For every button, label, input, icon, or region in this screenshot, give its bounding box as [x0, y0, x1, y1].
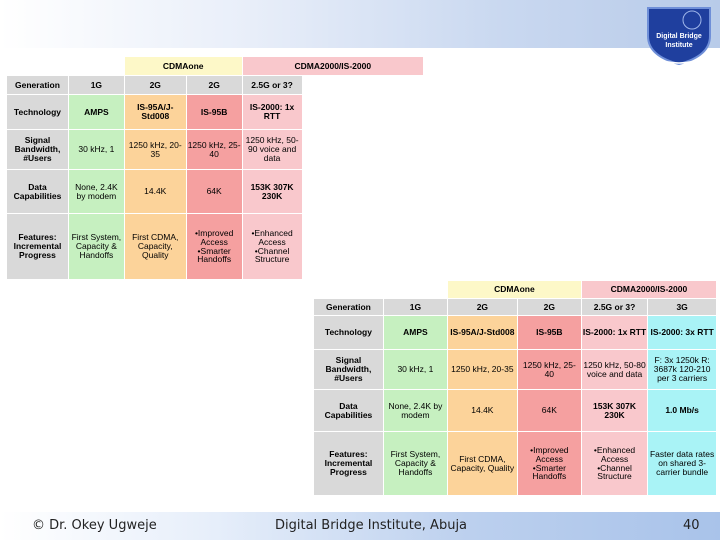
table-cell: First System, Capacity & Handoffs — [383, 432, 447, 496]
table-cell: 1250 kHz, 50-90 voice and data — [242, 130, 302, 170]
table-cell: •Improved Access •Smarter Handoffs — [517, 432, 581, 496]
column-header: 2.5G or 3? — [242, 76, 302, 95]
table-cell: IS-2000: 1x RTT — [242, 95, 302, 130]
column-header: 2.5G or 3? — [581, 299, 647, 316]
table-cell: 153K 307K 230K — [242, 170, 302, 214]
table-cell: IS-95A/J-Std008 — [447, 316, 517, 350]
table-cell: 153K 307K 230K — [581, 390, 647, 432]
table-cell: •Enhanced Access •Channel Structure — [581, 432, 647, 496]
table-cell: First System, Capacity & Handoffs — [68, 214, 124, 280]
row-label: Features: Incremental Progress — [7, 214, 69, 280]
table-cell: 1250 kHz, 50-80 voice and data — [581, 350, 647, 390]
generations-table-partial — [6, 56, 424, 280]
table-cell: IS-95A/J-Std008 — [124, 95, 186, 130]
institute-logo — [640, 2, 718, 66]
table-cell: 1250 kHz, 25-40 — [517, 350, 581, 390]
table-cell: 30 kHz, 1 — [68, 130, 124, 170]
table-cell: None, 2.4K by modem — [68, 170, 124, 214]
table-cell: F: 3x 1250k R: 3687k 120-210 per 3 carriers — [648, 350, 717, 390]
table-cell: 1250 kHz, 20-35 — [124, 130, 186, 170]
column-header: 1G — [68, 76, 124, 95]
table-cell: •Enhanced Access •Channel Structure — [242, 214, 302, 280]
table-cell: IS-2000: 3x RTT — [648, 316, 717, 350]
table-cell: 1.0 Mb/s — [648, 390, 717, 432]
row-label: Data Capabilities — [7, 170, 69, 214]
row-label: Signal Bandwidth, #Users — [314, 350, 384, 390]
column-header: 2G — [517, 299, 581, 316]
table-cell: 14.4K — [447, 390, 517, 432]
column-header: 2G — [447, 299, 517, 316]
column-header: 1G — [383, 299, 447, 316]
table-cell: IS-95B — [186, 95, 242, 130]
column-header: 2G — [186, 76, 242, 95]
table-cell: 14.4K — [124, 170, 186, 214]
table-cell: •Improved Access •Smarter Handoffs — [186, 214, 242, 280]
svg-text:Digital Bridge: Digital Bridge — [656, 33, 702, 40]
table-cell: IS-95B — [517, 316, 581, 350]
footer-author: © Dr. Okey Ugweje — [32, 518, 157, 533]
table-cell: None, 2.4K by modem — [383, 390, 447, 432]
row-label: Signal Bandwidth, #Users — [7, 130, 69, 170]
table-cell: First CDMA, Capacity, Quality — [447, 432, 517, 496]
table-cell: AMPS — [383, 316, 447, 350]
title-bar — [0, 0, 720, 48]
table-cell: First CDMA, Capacity, Quality — [124, 214, 186, 280]
group-header-cdmaone: CDMAone — [447, 281, 581, 299]
svg-text:Institute: Institute — [665, 42, 693, 49]
group-header-cdmaone: CDMAone — [124, 57, 242, 76]
row-label: Technology — [7, 95, 69, 130]
table-cell: AMPS — [68, 95, 124, 130]
row-label: Data Capabilities — [314, 390, 384, 432]
table-cell: 1250 kHz, 25-40 — [186, 130, 242, 170]
table-cell: Faster data rates on shared 3-carrier bundle — [648, 432, 717, 496]
table-cell: IS-2000: 1x RTT — [581, 316, 647, 350]
page-number: 40 — [683, 518, 700, 533]
shield-logo-icon — [640, 2, 718, 66]
footer-bar — [0, 512, 720, 540]
column-header: 3G — [648, 299, 717, 316]
column-header: Generation — [7, 76, 69, 95]
column-header: 2G — [124, 76, 186, 95]
group-header-cdma2000: CDMA2000/IS-2000 — [242, 57, 423, 76]
generations-table-full — [313, 280, 717, 496]
footer-institution: Digital Bridge Institute, Abuja — [275, 518, 468, 533]
table-cell: 1250 kHz, 20-35 — [447, 350, 517, 390]
group-header-cdma2000: CDMA2000/IS-2000 — [581, 281, 716, 299]
table-cell: 64K — [517, 390, 581, 432]
table-cell: 64K — [186, 170, 242, 214]
table-cell: 30 kHz, 1 — [383, 350, 447, 390]
row-label: Features: Incremental Progress — [314, 432, 384, 496]
column-header: Generation — [314, 299, 384, 316]
row-label: Technology — [314, 316, 384, 350]
